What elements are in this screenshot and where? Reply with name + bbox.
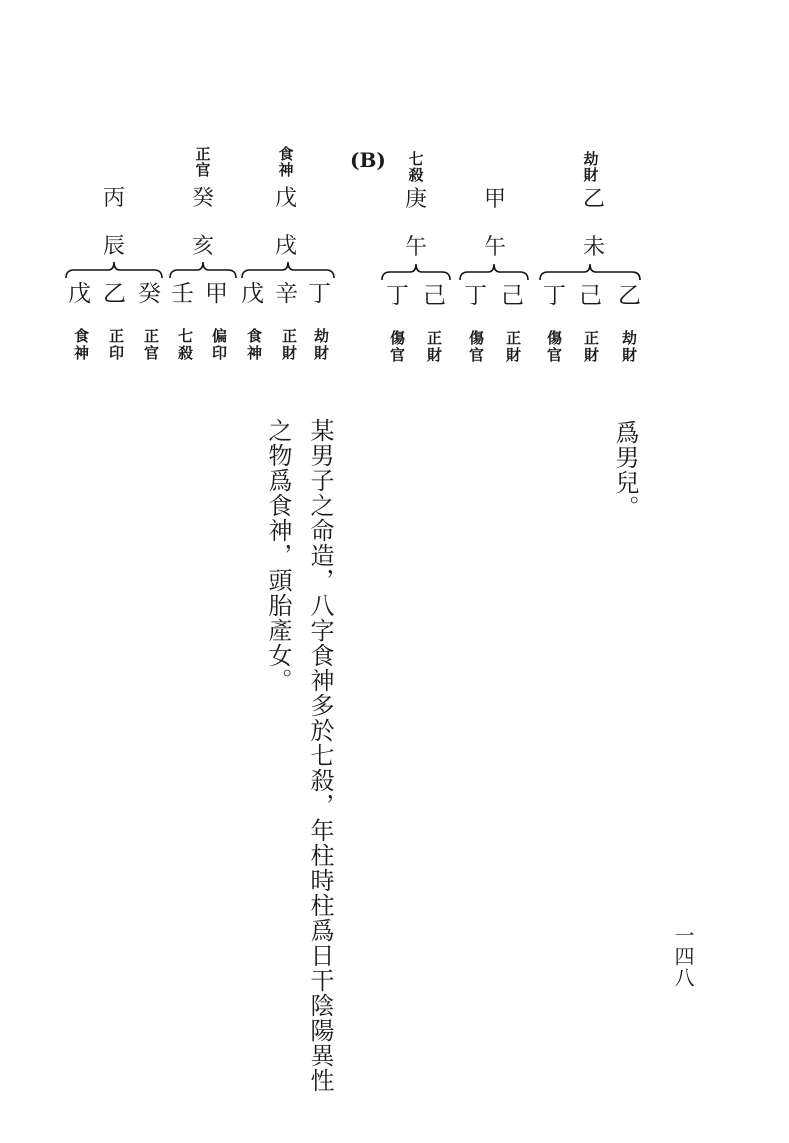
brace-xu (240, 260, 336, 280)
label-zhengguan-top: 正 官 (195, 145, 211, 179)
label-shishen-1: 食神 (72, 328, 90, 362)
branch-chen: 辰 (102, 234, 125, 259)
hidden-xin: 辛 (275, 281, 298, 307)
hidden-ding-3: 丁 (543, 283, 566, 309)
branch-hai: 亥 (191, 234, 214, 259)
branch-wei: 未 (582, 235, 605, 260)
stem-yi: 乙 (582, 187, 605, 212)
hidden-jia: 甲 (205, 281, 228, 307)
label-zhengcai-2: 正財 (504, 330, 522, 364)
label-qisha-top: 七 殺 (408, 150, 424, 184)
stem-jia: 甲 (483, 187, 506, 212)
label-shishen-top: 食 神 (278, 145, 294, 179)
page-number: 一四八 (671, 925, 695, 988)
hidden-ji-3: 己 (579, 283, 602, 309)
label-shishen-2: 食神 (245, 328, 263, 362)
label-zhengguan: 正官 (142, 328, 160, 362)
text-line-3: 之物爲食神，頭胎產女。 (264, 418, 292, 693)
text-line-2: 某男子之命造，八字食神多於七殺，年柱時柱爲日干陰陽異性 (306, 418, 334, 1093)
hidden-ding-2: 丁 (464, 283, 487, 309)
hidden-ji-1: 己 (423, 283, 446, 309)
hidden-ding-1: 丁 (386, 283, 409, 309)
label-jiecai-top: 劫 財 (583, 150, 599, 184)
stem-bing: 丙 (102, 186, 125, 211)
label-shangguan-3: 傷官 (545, 330, 563, 364)
brace-chen (64, 260, 164, 280)
brace-hai (168, 260, 238, 280)
stem-geng: 庚 (404, 187, 427, 212)
label-zhengcai-3: 正財 (582, 330, 600, 364)
hidden-ji-2: 己 (501, 283, 524, 309)
label-zhengcai-4: 正財 (280, 328, 298, 362)
label-qisha: 七殺 (176, 328, 194, 362)
branch-wu-1: 午 (404, 235, 427, 260)
hidden-wu-2: 戊 (241, 281, 264, 307)
hidden-ding-4: 丁 (308, 281, 331, 307)
label-jiecai-2: 劫財 (312, 328, 330, 362)
label-pianyin: 偏印 (210, 328, 228, 362)
hidden-ren: 壬 (171, 281, 194, 307)
label-shangguan-2: 傷官 (467, 330, 485, 364)
label-shangguan-1: 傷官 (388, 330, 406, 364)
brace-wei (538, 262, 642, 282)
hidden-yi-2: 乙 (103, 281, 126, 307)
hidden-gui: 癸 (138, 281, 161, 307)
stem-gui: 癸 (191, 186, 214, 211)
brace-wu-2 (458, 262, 530, 282)
hidden-wu-1: 戊 (68, 281, 91, 307)
brace-wu-1 (380, 262, 452, 282)
hidden-yi: 乙 (618, 283, 641, 309)
branch-xu: 戌 (274, 234, 297, 259)
text-line-1: 爲男兒。 (611, 420, 639, 520)
label-jiecai: 劫財 (620, 330, 638, 364)
label-zhengcai-1: 正財 (425, 330, 443, 364)
section-marker: (B) (350, 148, 386, 172)
branch-wu-2: 午 (483, 235, 506, 260)
stem-wu: 戊 (274, 186, 297, 211)
label-zhengyin: 正印 (107, 328, 125, 362)
